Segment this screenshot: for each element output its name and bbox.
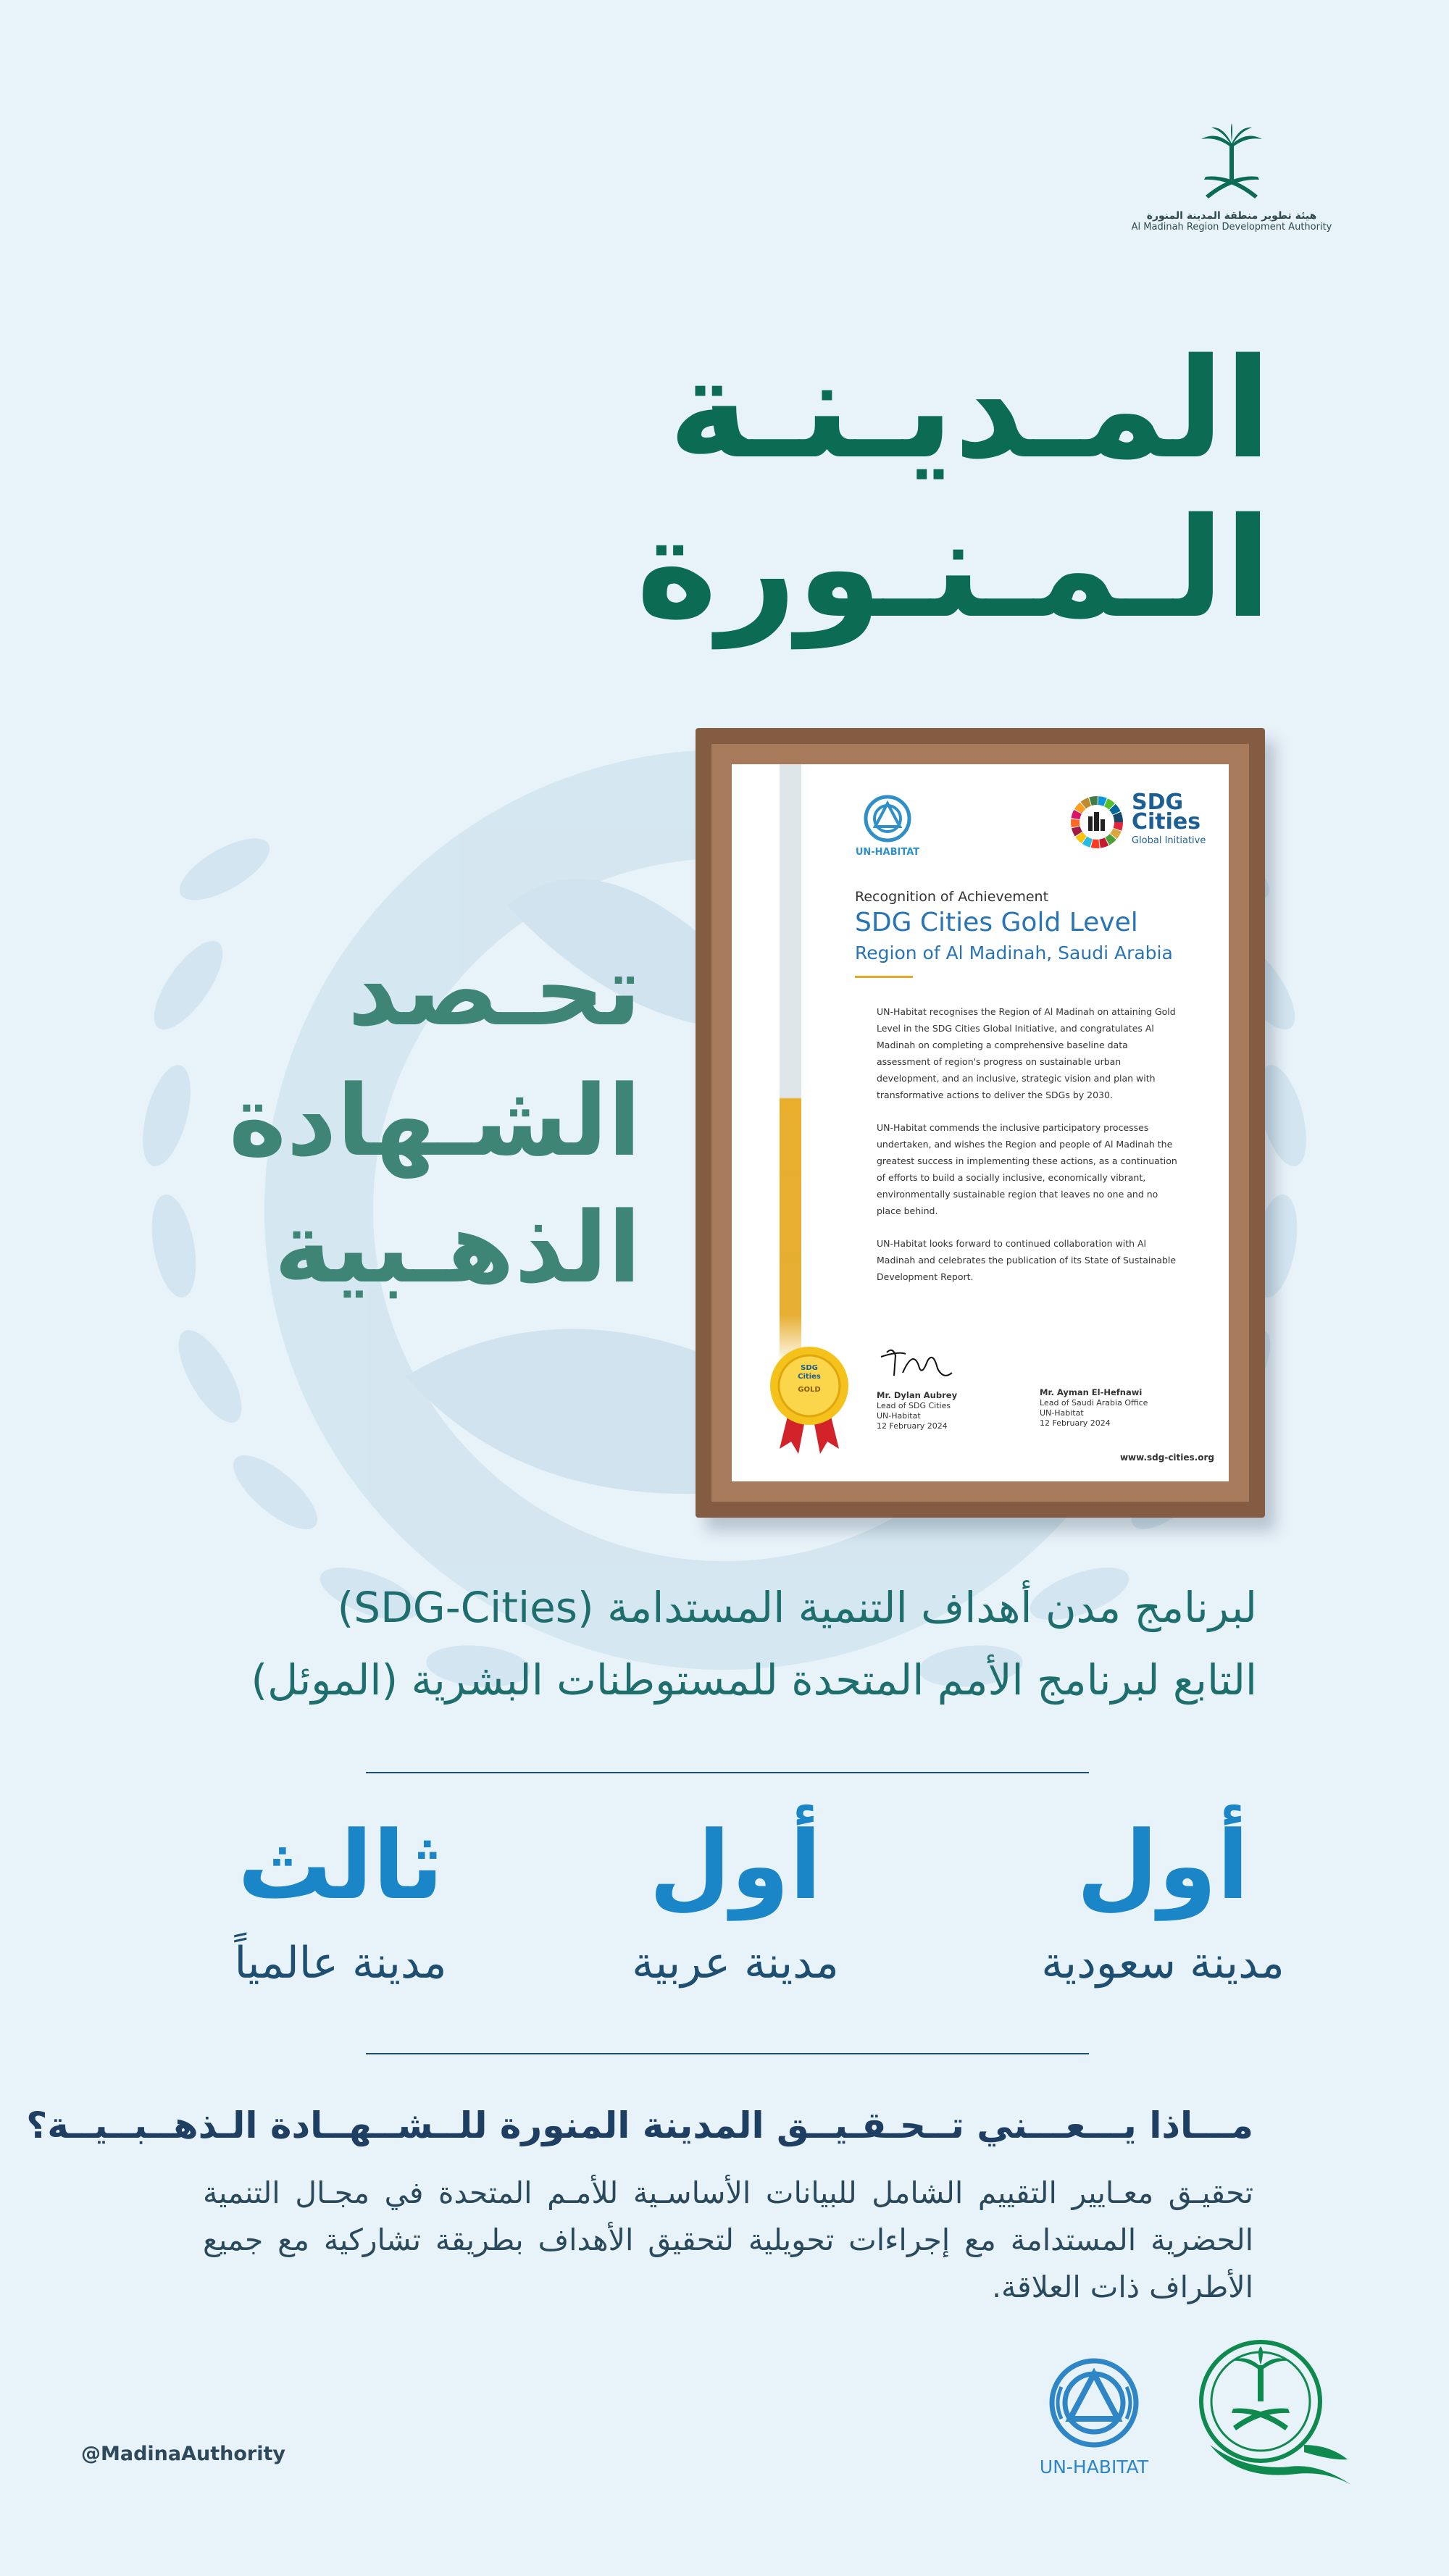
subheadline-line-2: الشـهادة xyxy=(228,1064,641,1178)
certificate-paragraph: UN-Habitat recognises the Region of Al Madinah on attaining Gold Level in the SDG Cities Global Initiative, and congratulates Al Madinah on completing a comprehensive baseline data assessment of region's progress on sustainable urban development, and an inclusive, strategic vision and plan with transformative actions to deliver the SDGs by 2030. xyxy=(877,1006,1176,1100)
stat-1-big: أول xyxy=(1076,1810,1250,1920)
headline-line-1: المـديـنـة xyxy=(668,329,1271,489)
answer-paragraph: تحقيـق معـايير التقييم الشامل للبيانات الأساسـية للأمـم المتحدة في مجـال التنمية الحضرية المستدامة مع إجراءات تحويلية لتحقيق الأهداف بطريقة تشاركية مع جميع الأطراف ذات العلاقة. xyxy=(203,2175,1253,2304)
divider-bottom xyxy=(366,2053,1089,2054)
certificate-frame xyxy=(696,728,1265,1518)
seal-line-2: Cities xyxy=(798,1373,821,1381)
signatory-2-name: Mr. Ayman El-Hefnawi xyxy=(1040,1387,1143,1397)
signatory-1 xyxy=(877,1344,957,1431)
footer-un-habitat-label: UN-HABITAT xyxy=(1039,2456,1149,2477)
authority-name-en: Al Madinah Region Development Authority xyxy=(1131,222,1332,233)
stat-3-big: ثالث xyxy=(237,1810,444,1920)
question-heading: مـــاذا يـــعـــني تــحـقـيــق المدينة المنورة للــشــهــادة الـذهــبــيــة؟ xyxy=(26,2104,1253,2146)
certificate-paper xyxy=(732,764,1229,1481)
certificate-url: www.sdg-cities.org xyxy=(1119,1452,1214,1463)
certificate-region: Region of Al Madinah, Saudi Arabia xyxy=(855,942,1173,963)
signatory-1-name: Mr. Dylan Aubrey xyxy=(877,1390,958,1400)
social-handle: @MadinaAuthority xyxy=(81,2443,285,2465)
certificate-paragraph: UN-Habitat looks forward to continued collaboration with Al Madinah and celebrates the publication of its State of Sustainable Development Report. xyxy=(877,1238,1177,1282)
lead-line-2: التابع لبرنامج الأمم المتحدة للمستوطنات البشرية (الموئل) xyxy=(251,1655,1257,1705)
subheadline-line-3: الذهـبية xyxy=(274,1191,641,1305)
gold-seal-icon xyxy=(769,1344,849,1460)
authority-name-ar: هيئة تطوير منطقة المدينة المنورة xyxy=(1146,210,1317,222)
certificate-un-habitat-logo xyxy=(848,793,927,858)
stat-3-small: مدينة عالمياً xyxy=(234,1938,447,1989)
sdg-title-1: SDG xyxy=(1132,790,1184,815)
sdg-subtitle: Global Initiative xyxy=(1132,835,1206,846)
certificate-un-habitat-label: UN-HABITAT xyxy=(855,847,920,858)
stat-2-big: أول xyxy=(648,1810,822,1920)
authority-logo xyxy=(1130,123,1333,233)
divider-top xyxy=(366,1772,1089,1773)
un-habitat-icon xyxy=(1040,2358,1148,2452)
signatory-1-role: Lead of SDG Cities xyxy=(877,1401,951,1410)
gold-seal xyxy=(769,1344,849,1460)
saudi-emblem-icon xyxy=(1195,2336,1362,2492)
certificate-title: SDG Cities Gold Level xyxy=(855,908,1138,937)
signatory-2-role: Lead of Saudi Arabia Office xyxy=(1040,1398,1148,1408)
signatory-1-org: UN-Habitat xyxy=(877,1411,921,1421)
headline-line-2: الـمـنـورة xyxy=(636,488,1271,648)
lead-line-1: لبرنامج مدن أهداف التنمية المستدامة (SDG-Cities) xyxy=(337,1583,1257,1632)
signatory-1-date: 12 February 2024 xyxy=(877,1421,948,1431)
signature-1-icon xyxy=(877,1344,956,1387)
certificate-paragraph: UN-Habitat commends the inclusive participatory processes undertaken, and wishes the Region and people of Al Madinah the greatest success in implementing these actions, as a continuation of efforts to build a socially inclusive, economically vibrant, environmentally sustainable region that leaves no one and no place behind. xyxy=(877,1122,1177,1216)
sdg-title-2: Cities xyxy=(1132,809,1201,835)
seal-line-1: SDG xyxy=(801,1364,818,1372)
certificate-divider xyxy=(855,976,913,978)
footer-un-habitat-logo xyxy=(1032,2358,1156,2477)
certificate-kicker: Recognition of Achievement xyxy=(855,889,1049,905)
subheadline-line-1: تحـصد xyxy=(347,934,641,1047)
stat-2-small: مدينة عربية xyxy=(632,1938,839,1989)
certificate-body xyxy=(877,1003,1181,1301)
stat-1-small: مدينة سعودية xyxy=(1041,1938,1285,1989)
seal-level: GOLD xyxy=(798,1386,821,1394)
signatory-2-date: 12 February 2024 xyxy=(1040,1418,1111,1428)
sdg-cities-logo xyxy=(1069,792,1207,850)
palm-swords-icon xyxy=(1195,123,1268,203)
signatory-2 xyxy=(1040,1387,1148,1429)
sdg-wheel-icon xyxy=(1069,795,1124,850)
signatory-2-org: UN-Habitat xyxy=(1040,1408,1084,1418)
un-habitat-icon xyxy=(862,793,913,844)
